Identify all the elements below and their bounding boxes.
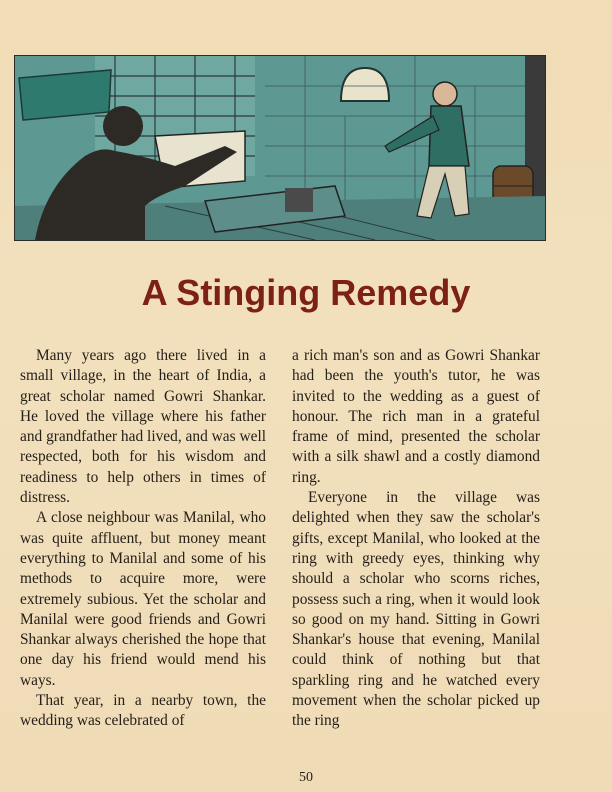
paragraph: Many years ago there lived in a small village, in the heart of India, a great scholar named Gowri Shankar. He loved the village where his father and grandfather had lived, and was well respected, both for his wisdom and readiness to help others in times of distress.: [20, 347, 266, 507]
right-column: [292, 346, 540, 732]
illustration-scene: [15, 56, 545, 240]
paragraph: That year, in a nearby town, the wedding was celebrated of: [20, 692, 266, 730]
left-column: [20, 346, 266, 732]
page-number: 50: [299, 770, 313, 785]
paragraph: a rich man's son and as Gowri Shankar had been the youth's tutor, he was invited to the wedding as a guest of honour. The rich man in a grateful frame of mind, presented the scholar with a silk shawl and a costly diamond ring.: [292, 347, 540, 486]
paragraph: Everyone in the village was delighted when they saw the scholar's gifts, except Manilal, who looked at the ring with greedy eyes, thinking why should a scholar who scorns riches, possess such a ring, when it would look so good on my hand. Sitting in Gowri Shankar's house that evening, Manilal could think of nothing but that sparkling ring and he watched every movement when the scholar picked up the ring: [292, 489, 540, 730]
story-illustration: [14, 55, 546, 241]
paragraph: A close neighbour was Manilal, who was quite affluent, but money meant everything to Manilal and some of his methods to acquire more, were extremely subious. Yet the scholar and Manilal were good friends and Gowri Shankar always cherished the hope that one day his friend would mend his ways.: [20, 509, 266, 689]
story-title: A Stinging Remedy: [141, 272, 471, 313]
